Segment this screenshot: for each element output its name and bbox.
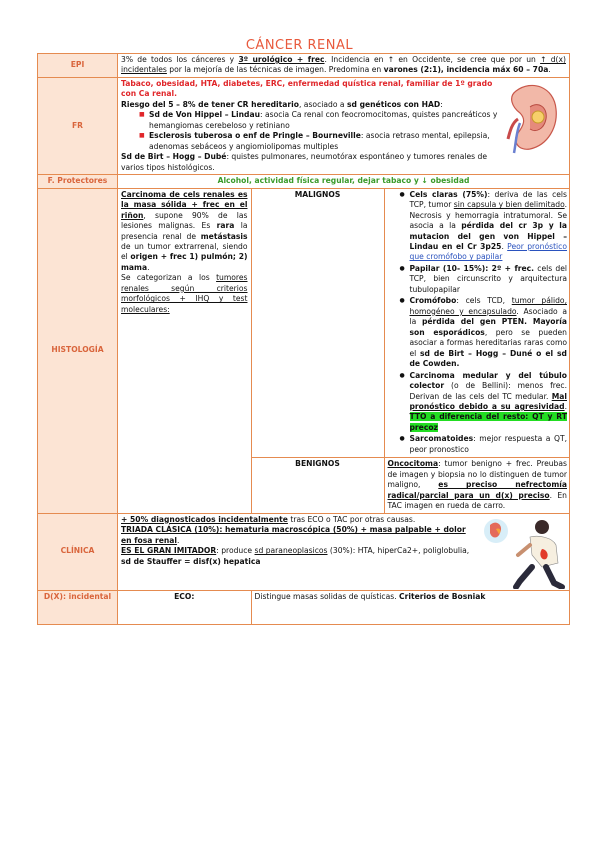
clinica-paraneoplastic: sd paraneoplasicos <box>254 546 328 556</box>
fr-hereditary-risk: Riesgo del 5 – 8% de tener CR hereditario <box>121 99 299 109</box>
med-treatment-highlight: TTO a diferencia del resto: QT y RT precoz <box>409 412 567 432</box>
histo-intro-origin: origen + frec 1) pulmón; 2) mama <box>121 252 248 272</box>
fr-hereditary-mid: , asociado a <box>298 99 347 109</box>
onc-name: Oncocitoma <box>387 459 439 469</box>
cc-2: . Necrosis y hemorragia intratumoral. Se asocia a la <box>409 200 568 231</box>
histo-intro-3: de un tumor extrarrenal, siendo el <box>121 241 248 262</box>
dx-bosniak: Criterios de Bosniak <box>399 591 486 601</box>
fr-bhd-name: Sd de Birt – Hogg – Dubé <box>121 152 227 162</box>
fr-hereditary <box>121 100 566 110</box>
histo-intro-2: la presencia renal de <box>121 221 248 241</box>
list-item <box>410 264 568 295</box>
fr-risk-factors: Tabaco, obesidad, HTA, diabetes, ERC, enfermedad quística renal, familiar de 1º grado con Ca renal. <box>121 78 493 99</box>
onc-nephrectomy: es preciso nefrectomía radical/parcial para un d(x) preciso <box>387 480 567 500</box>
clinica-incidental: + 50% diagnosticados incidentalmente <box>121 514 288 524</box>
cro-3: , pero se pueden asociar a formas hereditarias raras como el <box>409 327 567 358</box>
list-item <box>410 296 568 369</box>
flank-pain-illustration-icon <box>480 515 566 589</box>
fr-hereditary-syndromes: sd genéticos con HAD <box>346 99 441 109</box>
dx-eco-text <box>251 591 570 624</box>
benignos-heading: BENIGNOS <box>251 458 384 513</box>
protectores-text: Alcohol, actividad física regular, dejar tabaco y ↓ obesidad <box>118 175 570 188</box>
histo-categ-1: Se categorizan a los <box>121 273 217 283</box>
clinica-l3-1: : produce <box>216 546 255 556</box>
cc-genetics: pérdida del cr 3p y la mutacion del gen von Hippel – Lindau en el Cr 3p25 <box>409 221 567 251</box>
dx-eco-label: ECO: <box>118 591 251 624</box>
cro-pten: pérdida del gen PTEN. Mayoría son esporádicos <box>409 317 567 337</box>
fr-syndrome-list <box>121 110 566 152</box>
sar-text: : mejor respuesta a QT, peor pronostico <box>409 434 567 454</box>
clinica-imitator: ES EL GRAN IMITADOR <box>121 546 217 556</box>
pap-name: Papilar (10- 15%): 2º + frec. <box>409 263 535 273</box>
epi-predominance: varones (2:1), incidencia máx 60 – 70a <box>383 65 549 75</box>
histo-categ-criteria: tumores renales según criterios morfológicos + IHQ y test moleculares: <box>121 273 248 314</box>
row-histologia <box>38 188 570 513</box>
clinica-triad: TRIADA CLÁSICA (10%): hematuria macroscópica (50%) + masa palpable + dolor en fosa renal <box>121 525 466 545</box>
clinica-l1-text: tras ECO o TAC por otras causas. <box>287 514 416 524</box>
histo-intro-metastasis: metástasis <box>200 231 248 241</box>
clinica-content <box>118 513 570 590</box>
cro-1: : cels TCD, <box>456 296 512 306</box>
list-item <box>410 434 568 455</box>
histologia-inner-table <box>118 189 570 513</box>
epi-third-urologic: 3º urológico + frec <box>238 55 325 64</box>
onc-2: . En TAC imagen en rueda de carro. <box>387 490 567 511</box>
list-item <box>149 110 566 131</box>
histologia-content <box>118 188 570 513</box>
histo-intro-rara: rara <box>216 221 235 231</box>
malignos-heading: MALIGNOS <box>251 189 384 458</box>
dx-inner-table <box>118 591 570 624</box>
histo-intro-1: , supone 90% de las lesiones malignas. Es <box>121 210 248 231</box>
row-protectores <box>38 175 570 188</box>
fr-hereditary-end: : <box>440 99 443 109</box>
section-label-dx: D(X): incidental <box>38 590 118 624</box>
clinica-stauffer: sd de Stauffer = disf(x) hepatica <box>121 556 261 566</box>
fr-ts-name: Esclerosis tuberosa o enf de Pringle – Bourneville <box>149 131 361 141</box>
fr-ts-text: : asocia retraso mental, epilepsia, adenomas sebáceos y angiomiolipomas multiples <box>149 131 490 151</box>
cc-name: Cels claras (75%) <box>409 189 488 199</box>
cc-1: : deriva de las cels TCP, tumor <box>409 189 567 210</box>
malignos-content <box>384 189 570 458</box>
row-fr <box>38 77 570 174</box>
list-item <box>410 190 568 263</box>
histo-categorize <box>121 273 248 315</box>
row-dx <box>38 590 570 624</box>
list-item <box>410 371 568 434</box>
epi-t7: . <box>548 65 551 75</box>
cc-3: . <box>501 241 508 251</box>
med-1: (o de Bellini): menos frec. Derivan de las cels del TC medular. <box>409 381 567 401</box>
section-label-epi: EPI <box>38 54 118 78</box>
med-name: Carcinoma medular y del túbulo colector <box>409 370 567 391</box>
fr-content <box>118 77 570 174</box>
row-clinica <box>38 513 570 590</box>
dx-eco-t1: Distingue masas solidas de quísticas. <box>254 591 400 601</box>
cc-capsule: sin capsula y bien delimitado <box>453 200 565 210</box>
fr-vhl-name: Sd de Von Hippel – Lindau <box>149 110 260 120</box>
list-item <box>149 131 566 152</box>
section-label-protectores: F. Protectores <box>38 175 118 188</box>
epi-incidental: ↑ d(x) incidentales <box>121 55 566 75</box>
pap-text: cels del TCP, bien circunscrito y arquitectura tubulopapilar <box>409 263 568 294</box>
histo-intro-4: . <box>147 262 150 272</box>
epi-t5: por la mejoría de las técnicas de imagen. Predomina en <box>166 65 384 75</box>
cro-2: . Asociado a la <box>409 306 567 327</box>
cro-name: Cromófobo <box>409 296 457 306</box>
section-label-fr: FR <box>38 77 118 174</box>
dx-content <box>118 590 570 624</box>
malignos-list <box>388 190 568 456</box>
epi-text <box>118 54 570 78</box>
fr-vhl-text: : asocia Ca renal con feocromocitomas, quistes pancreáticos y hemangiomas cerebeloso y retiniano <box>149 110 498 130</box>
summary-table <box>37 53 570 625</box>
section-label-histologia: HISTOLOGÍA <box>38 188 118 513</box>
clinica-triad-end: . <box>177 535 180 545</box>
sar-name: Sarcomatoides <box>409 434 474 444</box>
med-prognosis: Mal pronóstico debido a su agresividad <box>409 391 567 411</box>
cro-features: tumor pálido, homogéneo y encapsulado <box>409 296 567 316</box>
epi-t3: . Incidencia en ↑ en Occidente, se cree que por un <box>324 55 541 64</box>
histo-intro-main: Carcinoma de cels renales es la masa sólida + frec en el riñon <box>121 189 248 220</box>
fr-bhd-text: : quistes pulmonares, neumotórax espontáneo y tumores renales de varios tipos histológicos. <box>121 152 488 172</box>
section-label-clinica: CLÍNICA <box>38 513 118 590</box>
page-title: CÁNCER RENAL <box>245 38 354 53</box>
row-epi <box>38 54 570 78</box>
benignos-content <box>384 458 570 513</box>
epi-t1: 3% de todos los cánceres y <box>121 55 239 64</box>
clinica-l3-2: (30%): HTA, hiperCa2+, poliglobulia, <box>327 546 470 556</box>
cc-prognosis: Peor pronóstico que cromófobo y papilar <box>409 241 567 262</box>
med-2: . <box>564 402 567 411</box>
histologia-intro <box>118 189 251 513</box>
fr-bhd <box>121 152 566 173</box>
cro-syndromes: sd de Birt – Hogg – Duné o el sd de Cowden. <box>409 348 567 369</box>
onc-1: : tumor benigno + frec. Preubas de imagen y biopsia no lo distinguen de tumor maligno, <box>387 459 567 490</box>
